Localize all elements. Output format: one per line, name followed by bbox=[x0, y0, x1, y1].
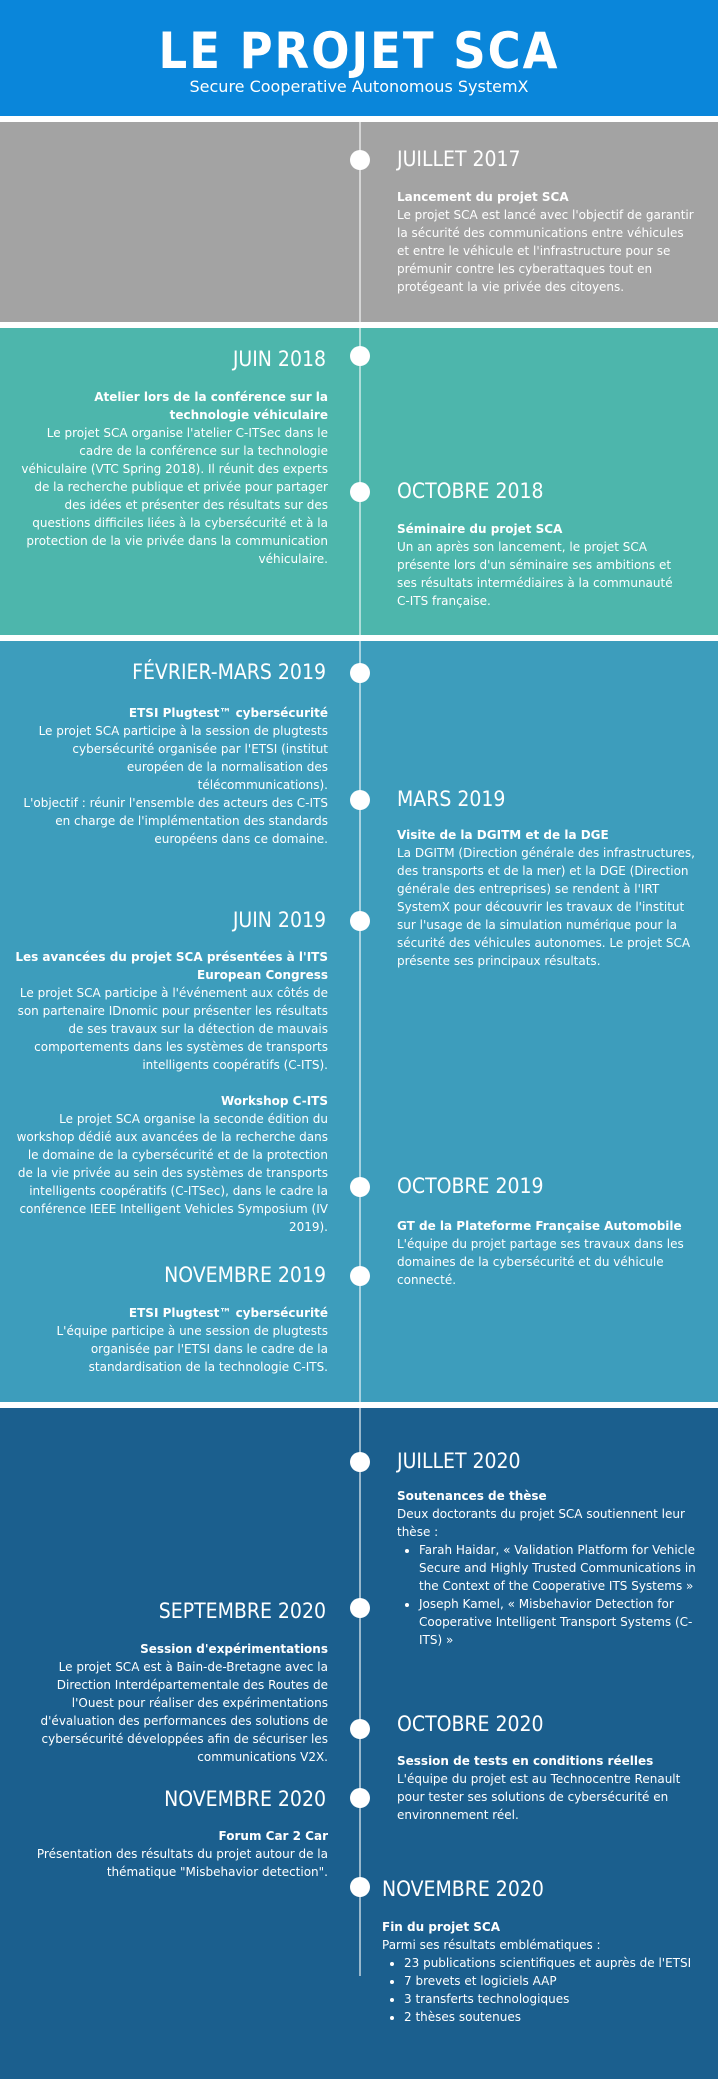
event-title: Session d'expérimentations bbox=[140, 1642, 328, 1656]
timeline-dot bbox=[350, 790, 370, 810]
timeline-dot bbox=[350, 1719, 370, 1739]
event-feb2019 bbox=[20, 704, 328, 848]
event-title: Workshop C-ITS bbox=[220, 1094, 328, 1108]
timeline-dot bbox=[350, 150, 370, 170]
event-jul2020 bbox=[397, 1487, 699, 1649]
event-text: Le projet SCA participe à la session de plugtests cybersécurité organisée par l'ETSI (institut européen de la normalisation des télécommunications). bbox=[38, 724, 328, 792]
event-title: Lancement du projet SCA bbox=[397, 190, 569, 204]
event-title: GT de la Plateforme Française Automobile bbox=[397, 1219, 682, 1233]
event-title: ETSI Plugtest™ cybersécurité bbox=[128, 706, 328, 720]
event-nov2019 bbox=[40, 1304, 328, 1376]
timeline-dot bbox=[350, 911, 370, 931]
event-text: Le projet SCA est lancé avec l'objectif de garantir la sécurité des communications entre véhicules et entre le véhicule et l'infrastructure pour se prémunir contre les cyberattaques tout en protégeant la vie privée des citoyens. bbox=[397, 208, 694, 294]
list-item: • 2 thèses soutenues bbox=[404, 2008, 698, 2026]
event-date: NOVEMBRE 2020 bbox=[164, 1787, 326, 1811]
timeline-dot bbox=[350, 663, 370, 683]
timeline-dot bbox=[350, 1266, 370, 1286]
event-date: OCTOBRE 2019 bbox=[397, 1174, 544, 1198]
event-date: OCTOBRE 2018 bbox=[397, 479, 544, 503]
event-mar2019 bbox=[397, 826, 697, 970]
event-text: Parmi ses résultats emblématiques : bbox=[382, 1938, 601, 1952]
timeline-line bbox=[359, 116, 361, 1976]
event-jun2019 bbox=[12, 948, 328, 1236]
timeline-dot bbox=[350, 1177, 370, 1197]
event-text: Le projet SCA organise la seconde édition du workshop dédié aux avancées de la recherche dans le domaine de la cybersécurité et de la protection de la vie privée au sein des systèmes de transports intelligents coopératifs (C-ITSec), dans le cadre la conférence IEEE Intelligent Vehicles Symposium (IV 2019). bbox=[16, 1112, 328, 1234]
event-title: Les avancées du projet SCA présentées à l'ITS European Congress bbox=[15, 950, 328, 982]
list-item: • Farah Haidar, « Validation Platform for Vehicle Secure and Highly Trusted Communications in the Context of the Cooperative ITS Systems » bbox=[419, 1541, 699, 1595]
timeline-dot bbox=[350, 1452, 370, 1472]
event-date: JUILLET 2017 bbox=[397, 147, 521, 171]
event-date: NOVEMBRE 2019 bbox=[164, 1263, 326, 1287]
event-oct2020 bbox=[397, 1752, 687, 1824]
event-text: L'équipe du projet est au Technocentre Renault pour tester ses solutions de cybersécurité en environnement réel. bbox=[397, 1772, 681, 1822]
event-text: Un an après son lancement, le projet SCA présente lors d'un séminaire ses ambitions et ses résultats intermédiaires à la communauté C-ITS française. bbox=[397, 540, 673, 608]
event-date: JUILLET 2020 bbox=[397, 1449, 521, 1473]
event-title: Séminaire du projet SCA bbox=[397, 522, 563, 536]
event-text: L'équipe participe à une session de plugtests organisée par l'ETSI dans le cadre de la standardisation de la technologie C-ITS. bbox=[56, 1324, 328, 1374]
event-sep2020 bbox=[20, 1640, 328, 1766]
event-text: Deux doctorants du projet SCA soutiennent leur thèse : bbox=[397, 1507, 685, 1539]
event-nov2020-forum bbox=[20, 1827, 328, 1881]
timeline-dot bbox=[350, 346, 370, 366]
event-date: JUIN 2019 bbox=[232, 908, 326, 932]
timeline-dot bbox=[350, 1788, 370, 1808]
timeline-dot bbox=[350, 482, 370, 502]
event-date: FÉVRIER-MARS 2019 bbox=[132, 660, 326, 684]
event-jul2017 bbox=[397, 188, 697, 296]
event-oct2018 bbox=[397, 520, 687, 610]
event-nov2020-end bbox=[382, 1918, 698, 2026]
event-date: NOVEMBRE 2020 bbox=[382, 1877, 544, 1901]
results-list bbox=[404, 1954, 698, 2026]
timeline-dot bbox=[350, 1598, 370, 1618]
event-text: La DGITM (Direction générale des infrastructures, des transports et de la mer) et la DGE (Direction générale des entreprises) se rendent à l'IRT SystemX pour découvrir les travaux de l'institut sur l'usage de la simulation numérique pour la sécurité des véhicules autonomes. Le projet SCA présente ses principaux résultats. bbox=[397, 846, 695, 968]
event-title: Forum Car 2 Car bbox=[218, 1829, 328, 1843]
event-title: Soutenances de thèse bbox=[397, 1489, 547, 1503]
event-text: L'équipe du projet partage ses travaux dans les domaines de la cybersécurité et du véhicule connecté. bbox=[397, 1237, 684, 1287]
event-title: Atelier lors de la conférence sur la technologie véhiculaire bbox=[94, 390, 328, 422]
list-item: • 23 publications scientifiques et auprès de l'ETSI bbox=[404, 1954, 698, 1972]
list-item: • Joseph Kamel, « Misbehavior Detection for Cooperative Intelligent Transport Systems (C-ITS) » bbox=[419, 1595, 699, 1649]
list-item: • 7 brevets et logiciels AAP bbox=[404, 1972, 698, 1990]
page-title: LE PROJET SCA bbox=[158, 22, 560, 80]
event-text: Le projet SCA organise l'atelier C-ITSec dans le cadre de la conférence sur la technologie véhiculaire (VTC Spring 2018). Il réunit des experts de la recherche publique et privée pour partager des idées et présenter des résultats sur des questions difficiles liées à la cybersécurité et à la protection de la vie privée dans la communication véhiculaire. bbox=[21, 426, 328, 566]
event-title: Visite de la DGITM et de la DGE bbox=[397, 828, 609, 842]
timeline-dot bbox=[350, 1877, 370, 1897]
event-date: SEPTEMBRE 2020 bbox=[158, 1599, 326, 1623]
event-title: ETSI Plugtest™ cybersécurité bbox=[128, 1306, 328, 1320]
page-subtitle: Secure Cooperative Autonomous SystemX bbox=[189, 77, 529, 96]
event-oct2019 bbox=[397, 1217, 697, 1289]
event-date: OCTOBRE 2020 bbox=[397, 1712, 544, 1736]
event-date: JUIN 2018 bbox=[232, 347, 326, 371]
list-item: • 3 transferts technologiques bbox=[404, 1990, 698, 2008]
event-text: L'objectif : réunir l'ensemble des acteurs des C-ITS en charge de l'implémentation des standards européens dans ce domaine. bbox=[23, 796, 328, 846]
event-title: Session de tests en conditions réelles bbox=[397, 1754, 654, 1768]
event-text: Présentation des résultats du projet autour de la thématique "Misbehavior detection". bbox=[36, 1847, 328, 1879]
event-text: Le projet SCA participe à l'événement aux côtés de son partenaire IDnomic pour présenter les résultats de ses travaux sur la détection de mauvais comportements dans les systèmes de transports intelligents coopératifs (C-ITS). bbox=[17, 986, 328, 1072]
event-jun2018 bbox=[20, 388, 328, 568]
thesis-list bbox=[419, 1541, 699, 1649]
event-title: Fin du projet SCA bbox=[382, 1920, 500, 1934]
event-date: MARS 2019 bbox=[397, 787, 506, 811]
event-text: Le projet SCA est à Bain-de-Bretagne avec la Direction Interdépartementale des Routes de l'Ouest pour réaliser des expérimentations d'évaluation des performances des solutions de cybersécurité développées afin de sécuriser les communications V2X. bbox=[40, 1660, 328, 1764]
